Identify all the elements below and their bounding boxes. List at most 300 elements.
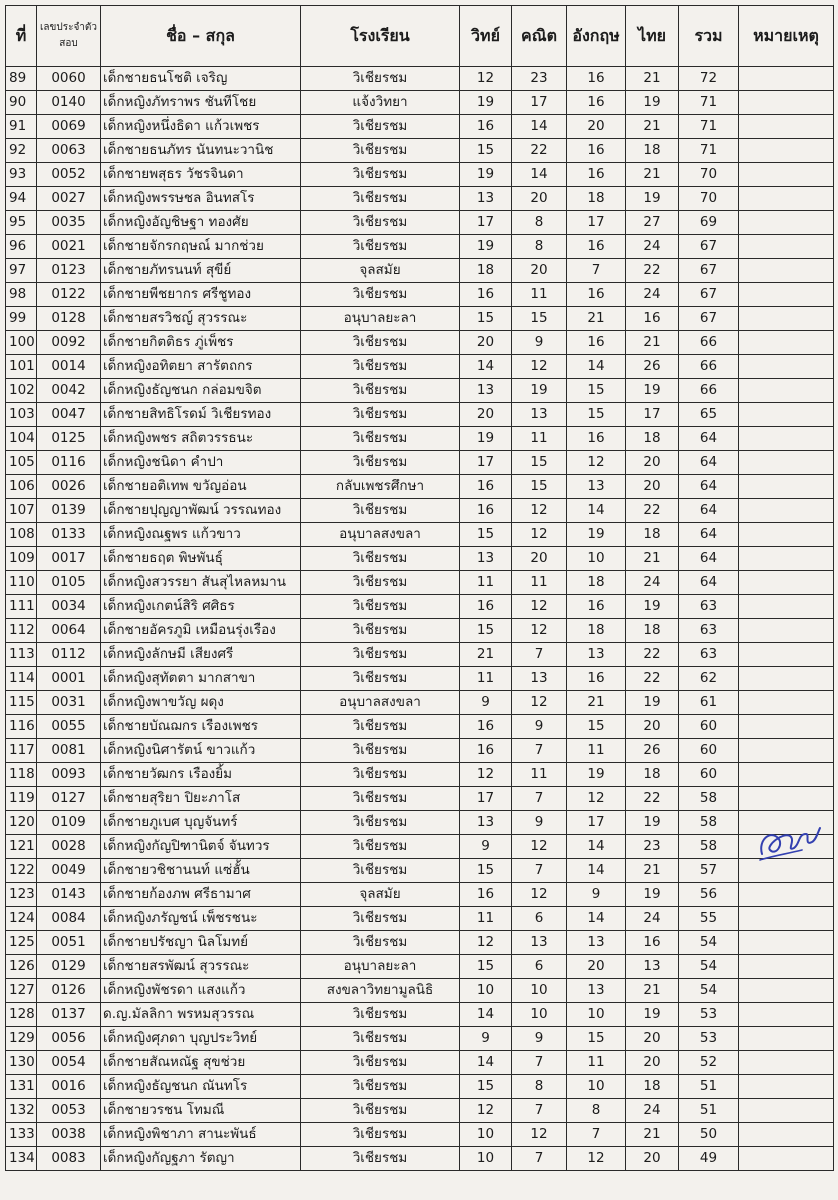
cell-math: 12 xyxy=(512,691,567,715)
cell-remark xyxy=(739,763,834,787)
cell-exam-id: 0035 xyxy=(37,211,101,235)
table-row xyxy=(6,1147,834,1171)
cell-math: 6 xyxy=(512,955,567,979)
cell-remark xyxy=(739,523,834,547)
cell-english: 19 xyxy=(567,763,626,787)
table-row xyxy=(6,1099,834,1123)
cell-name: เด็กหญิงศุภดา บุญประวิทย์ xyxy=(101,1027,301,1051)
table-body xyxy=(6,67,834,1171)
cell-math: 12 xyxy=(512,835,567,859)
cell-thai: 24 xyxy=(626,235,679,259)
cell-thai: 13 xyxy=(626,955,679,979)
cell-science: 16 xyxy=(460,499,512,523)
cell-english: 13 xyxy=(567,643,626,667)
cell-school: วิเชียรชม xyxy=(301,715,460,739)
cell-total: 50 xyxy=(679,1123,739,1147)
cell-exam-id: 0016 xyxy=(37,1075,101,1099)
cell-name: เด็กชายธฤต พิษพันธุ์ xyxy=(101,547,301,571)
cell-school: วิเชียรชม xyxy=(301,595,460,619)
cell-school: วิเชียรชม xyxy=(301,1051,460,1075)
cell-thai: 21 xyxy=(626,859,679,883)
cell-total: 70 xyxy=(679,187,739,211)
cell-english: 18 xyxy=(567,619,626,643)
cell-math: 11 xyxy=(512,763,567,787)
cell-science: 13 xyxy=(460,187,512,211)
score-table xyxy=(5,5,834,1171)
cell-remark xyxy=(739,451,834,475)
cell-english: 14 xyxy=(567,907,626,931)
cell-science: 16 xyxy=(460,739,512,763)
cell-name: เด็กชายสิทธิโรดม์ วิเชียรทอง xyxy=(101,403,301,427)
cell-total: 55 xyxy=(679,907,739,931)
cell-name: เด็กชายภัทรนนท์ สุขีย์ xyxy=(101,259,301,283)
cell-name: เด็กหญิงกัญฐภา รัตญา xyxy=(101,1147,301,1171)
cell-english: 10 xyxy=(567,1075,626,1099)
cell-exam-id: 0063 xyxy=(37,139,101,163)
cell-school: กลับเพชรศึกษา xyxy=(301,475,460,499)
cell-science: 17 xyxy=(460,451,512,475)
cell-school: วิเชียรชม xyxy=(301,571,460,595)
table-row xyxy=(6,883,834,907)
cell-remark xyxy=(739,91,834,115)
cell-english: 17 xyxy=(567,211,626,235)
cell-thai: 19 xyxy=(626,811,679,835)
cell-english: 16 xyxy=(567,595,626,619)
cell-exam-id: 0055 xyxy=(37,715,101,739)
cell-no: 102 xyxy=(6,379,37,403)
cell-english: 11 xyxy=(567,1051,626,1075)
cell-total: 58 xyxy=(679,811,739,835)
cell-english: 14 xyxy=(567,835,626,859)
table-row xyxy=(6,91,834,115)
cell-no: 126 xyxy=(6,955,37,979)
cell-thai: 18 xyxy=(626,523,679,547)
cell-school: สงขลาวิทยามูลนิธิ xyxy=(301,979,460,1003)
cell-math: 11 xyxy=(512,427,567,451)
cell-total: 71 xyxy=(679,115,739,139)
cell-no: 120 xyxy=(6,811,37,835)
cell-no: 93 xyxy=(6,163,37,187)
cell-exam-id: 0105 xyxy=(37,571,101,595)
cell-remark xyxy=(739,715,834,739)
cell-science: 15 xyxy=(460,1075,512,1099)
cell-exam-id: 0116 xyxy=(37,451,101,475)
cell-english: 15 xyxy=(567,379,626,403)
cell-school: วิเชียรชม xyxy=(301,1147,460,1171)
cell-science: 9 xyxy=(460,835,512,859)
cell-math: 7 xyxy=(512,643,567,667)
cell-thai: 18 xyxy=(626,1075,679,1099)
table-row xyxy=(6,619,834,643)
cell-no: 124 xyxy=(6,907,37,931)
cell-math: 15 xyxy=(512,475,567,499)
cell-name: เด็กชายวัฒกร เรืองยิ้ม xyxy=(101,763,301,787)
cell-science: 13 xyxy=(460,811,512,835)
cell-no: 111 xyxy=(6,595,37,619)
cell-no: 97 xyxy=(6,259,37,283)
cell-exam-id: 0127 xyxy=(37,787,101,811)
cell-remark xyxy=(739,67,834,91)
table-row xyxy=(6,67,834,91)
cell-name: เด็กชายกิตติธร ภู่เพ็ชร xyxy=(101,331,301,355)
cell-science: 16 xyxy=(460,883,512,907)
table-row xyxy=(6,763,834,787)
cell-total: 65 xyxy=(679,403,739,427)
cell-remark xyxy=(739,883,834,907)
cell-no: 104 xyxy=(6,427,37,451)
table-row xyxy=(6,475,834,499)
cell-name: เด็กชายปรัชญา นิลโมทย์ xyxy=(101,931,301,955)
cell-name: เด็กชายปุญญาพัฒน์ วรรณทอง xyxy=(101,499,301,523)
cell-science: 14 xyxy=(460,355,512,379)
cell-thai: 24 xyxy=(626,907,679,931)
cell-school: วิเชียรชม xyxy=(301,739,460,763)
cell-science: 9 xyxy=(460,1027,512,1051)
cell-thai: 19 xyxy=(626,595,679,619)
cell-name: เด็กชายภูเบศ บุญจันทร์ xyxy=(101,811,301,835)
cell-name: เด็กหญิงภรัญชน์ เพ็ชรชนะ xyxy=(101,907,301,931)
cell-school: วิเชียรชม xyxy=(301,835,460,859)
header-english: อังกฤษ xyxy=(567,6,626,67)
cell-thai: 26 xyxy=(626,355,679,379)
cell-science: 17 xyxy=(460,211,512,235)
cell-school: วิเชียรชม xyxy=(301,811,460,835)
cell-name: เด็กหญิงลักษมี เสียงศรี xyxy=(101,643,301,667)
cell-math: 12 xyxy=(512,355,567,379)
cell-english: 20 xyxy=(567,955,626,979)
cell-school: วิเชียรชม xyxy=(301,427,460,451)
cell-remark xyxy=(739,1123,834,1147)
cell-school: จุลสมัย xyxy=(301,259,460,283)
cell-remark xyxy=(739,907,834,931)
table-row xyxy=(6,667,834,691)
table-row xyxy=(6,955,834,979)
cell-thai: 20 xyxy=(626,1147,679,1171)
cell-science: 21 xyxy=(460,643,512,667)
cell-science: 15 xyxy=(460,139,512,163)
cell-thai: 24 xyxy=(626,571,679,595)
cell-total: 66 xyxy=(679,379,739,403)
cell-name: เด็กหญิงอัญชิษฐา ทองศัย xyxy=(101,211,301,235)
cell-math: 13 xyxy=(512,931,567,955)
cell-science: 11 xyxy=(460,907,512,931)
cell-name: เด็กหญิงพัชรดา แสงแก้ว xyxy=(101,979,301,1003)
cell-school: วิเชียรชม xyxy=(301,931,460,955)
cell-thai: 19 xyxy=(626,883,679,907)
cell-thai: 20 xyxy=(626,1027,679,1051)
cell-school: จุลสมัย xyxy=(301,883,460,907)
cell-thai: 21 xyxy=(626,331,679,355)
cell-thai: 16 xyxy=(626,931,679,955)
cell-math: 22 xyxy=(512,139,567,163)
cell-no: 99 xyxy=(6,307,37,331)
cell-thai: 18 xyxy=(626,619,679,643)
cell-exam-id: 0123 xyxy=(37,259,101,283)
cell-english: 16 xyxy=(567,235,626,259)
cell-remark xyxy=(739,1099,834,1123)
cell-name: เด็กชายบัณฌกร เรืองเพชร xyxy=(101,715,301,739)
cell-thai: 21 xyxy=(626,115,679,139)
cell-total: 69 xyxy=(679,211,739,235)
cell-english: 16 xyxy=(567,283,626,307)
cell-thai: 16 xyxy=(626,307,679,331)
cell-total: 53 xyxy=(679,1003,739,1027)
cell-science: 17 xyxy=(460,787,512,811)
cell-exam-id: 0083 xyxy=(37,1147,101,1171)
cell-science: 10 xyxy=(460,1123,512,1147)
cell-english: 15 xyxy=(567,1027,626,1051)
cell-total: 63 xyxy=(679,595,739,619)
cell-total: 53 xyxy=(679,1027,739,1051)
table-header xyxy=(6,6,834,67)
cell-total: 64 xyxy=(679,499,739,523)
cell-no: 125 xyxy=(6,931,37,955)
cell-remark xyxy=(739,547,834,571)
cell-english: 16 xyxy=(567,427,626,451)
cell-no: 122 xyxy=(6,859,37,883)
cell-exam-id: 0017 xyxy=(37,547,101,571)
cell-school: วิเชียรชม xyxy=(301,355,460,379)
header-remark: หมายเหตุ xyxy=(739,6,834,67)
cell-school: วิเชียรชม xyxy=(301,907,460,931)
cell-science: 19 xyxy=(460,91,512,115)
cell-math: 14 xyxy=(512,115,567,139)
cell-no: 130 xyxy=(6,1051,37,1075)
cell-no: 117 xyxy=(6,739,37,763)
cell-exam-id: 0069 xyxy=(37,115,101,139)
cell-school: วิเชียรชม xyxy=(301,667,460,691)
cell-remark xyxy=(739,211,834,235)
cell-name: เด็กชายวรชน โทมณี xyxy=(101,1099,301,1123)
table-row xyxy=(6,187,834,211)
cell-remark xyxy=(739,955,834,979)
cell-total: 67 xyxy=(679,283,739,307)
cell-name: เด็กหญิงอทิตยา สารัตถกร xyxy=(101,355,301,379)
cell-thai: 26 xyxy=(626,739,679,763)
cell-no: 94 xyxy=(6,187,37,211)
table-row xyxy=(6,859,834,883)
cell-name: เด็กหญิงนิศารัตน์ ขาวแก้ว xyxy=(101,739,301,763)
cell-remark xyxy=(739,355,834,379)
cell-name: เด็กชายธนภัทร นันทนะวานิช xyxy=(101,139,301,163)
cell-total: 67 xyxy=(679,259,739,283)
cell-english: 8 xyxy=(567,1099,626,1123)
cell-no: 90 xyxy=(6,91,37,115)
cell-no: 127 xyxy=(6,979,37,1003)
cell-english: 15 xyxy=(567,403,626,427)
cell-school: วิเชียรชม xyxy=(301,235,460,259)
cell-name: เด็กหญิงพชร สถิตวรรธนะ xyxy=(101,427,301,451)
cell-thai: 22 xyxy=(626,787,679,811)
cell-school: วิเชียรชม xyxy=(301,643,460,667)
table-row xyxy=(6,571,834,595)
cell-name: เด็กชายอัครภูมิ เหมือนรุ่งเรือง xyxy=(101,619,301,643)
cell-thai: 19 xyxy=(626,379,679,403)
cell-no: 110 xyxy=(6,571,37,595)
cell-math: 15 xyxy=(512,451,567,475)
cell-exam-id: 0047 xyxy=(37,403,101,427)
table-row xyxy=(6,907,834,931)
table-row xyxy=(6,1003,834,1027)
cell-math: 7 xyxy=(512,739,567,763)
cell-remark xyxy=(739,979,834,1003)
cell-total: 54 xyxy=(679,931,739,955)
cell-science: 10 xyxy=(460,979,512,1003)
cell-name: เด็กหญิงสุทัตตา มากสาขา xyxy=(101,667,301,691)
cell-thai: 23 xyxy=(626,835,679,859)
cell-science: 20 xyxy=(460,331,512,355)
cell-english: 14 xyxy=(567,499,626,523)
cell-total: 72 xyxy=(679,67,739,91)
cell-english: 16 xyxy=(567,139,626,163)
signature-mark xyxy=(756,820,822,870)
cell-science: 16 xyxy=(460,283,512,307)
cell-name: เด็กชายธนโชติ เจริญ xyxy=(101,67,301,91)
cell-exam-id: 0038 xyxy=(37,1123,101,1147)
table-row xyxy=(6,355,834,379)
cell-remark xyxy=(739,499,834,523)
cell-science: 13 xyxy=(460,379,512,403)
cell-no: 112 xyxy=(6,619,37,643)
cell-exam-id: 0140 xyxy=(37,91,101,115)
cell-math: 11 xyxy=(512,571,567,595)
cell-english: 12 xyxy=(567,1147,626,1171)
cell-math: 9 xyxy=(512,811,567,835)
cell-school: วิเชียรชม xyxy=(301,1027,460,1051)
cell-math: 20 xyxy=(512,259,567,283)
cell-exam-id: 0126 xyxy=(37,979,101,1003)
cell-math: 8 xyxy=(512,211,567,235)
cell-school: วิเชียรชม xyxy=(301,1099,460,1123)
cell-thai: 22 xyxy=(626,259,679,283)
cell-school: วิเชียรชม xyxy=(301,67,460,91)
cell-math: 15 xyxy=(512,307,567,331)
cell-exam-id: 0084 xyxy=(37,907,101,931)
cell-thai: 21 xyxy=(626,163,679,187)
cell-school: วิเชียรชม xyxy=(301,1003,460,1027)
cell-remark xyxy=(739,787,834,811)
cell-exam-id: 0064 xyxy=(37,619,101,643)
cell-math: 12 xyxy=(512,883,567,907)
cell-exam-id: 0060 xyxy=(37,67,101,91)
cell-name: เด็กหญิงหนึ่งธิดา แก้วเพชร xyxy=(101,115,301,139)
cell-total: 60 xyxy=(679,715,739,739)
cell-science: 10 xyxy=(460,1147,512,1171)
cell-remark xyxy=(739,307,834,331)
cell-school: วิเชียรชม xyxy=(301,379,460,403)
cell-exam-id: 0026 xyxy=(37,475,101,499)
cell-thai: 19 xyxy=(626,91,679,115)
cell-total: 58 xyxy=(679,787,739,811)
cell-name: ด.ญ.มัลลิกา พรหมสุวรรณ xyxy=(101,1003,301,1027)
cell-science: 20 xyxy=(460,403,512,427)
cell-math: 13 xyxy=(512,667,567,691)
cell-school: อนุบาลสงขลา xyxy=(301,523,460,547)
cell-english: 21 xyxy=(567,307,626,331)
cell-remark xyxy=(739,115,834,139)
cell-remark xyxy=(739,595,834,619)
cell-no: 108 xyxy=(6,523,37,547)
cell-english: 7 xyxy=(567,259,626,283)
cell-remark xyxy=(739,1003,834,1027)
cell-total: 63 xyxy=(679,643,739,667)
cell-exam-id: 0137 xyxy=(37,1003,101,1027)
cell-remark xyxy=(739,1147,834,1171)
cell-english: 16 xyxy=(567,67,626,91)
cell-math: 12 xyxy=(512,595,567,619)
cell-english: 13 xyxy=(567,475,626,499)
cell-thai: 18 xyxy=(626,427,679,451)
cell-no: 129 xyxy=(6,1027,37,1051)
cell-science: 12 xyxy=(460,1099,512,1123)
cell-name: เด็กหญิงพรรษชล อินทสโร xyxy=(101,187,301,211)
cell-thai: 20 xyxy=(626,451,679,475)
table-row xyxy=(6,427,834,451)
cell-science: 16 xyxy=(460,115,512,139)
cell-total: 66 xyxy=(679,331,739,355)
cell-english: 11 xyxy=(567,739,626,763)
header-total: รวม xyxy=(679,6,739,67)
cell-no: 96 xyxy=(6,235,37,259)
cell-exam-id: 0001 xyxy=(37,667,101,691)
cell-total: 60 xyxy=(679,739,739,763)
cell-remark xyxy=(739,235,834,259)
cell-school: วิเชียรชม xyxy=(301,187,460,211)
cell-school: วิเชียรชม xyxy=(301,787,460,811)
cell-thai: 21 xyxy=(626,979,679,1003)
table-row xyxy=(6,211,834,235)
table-row xyxy=(6,1027,834,1051)
cell-no: 106 xyxy=(6,475,37,499)
cell-no: 118 xyxy=(6,763,37,787)
cell-name: เด็กหญิงธัญชนก ณันทโร xyxy=(101,1075,301,1099)
cell-science: 12 xyxy=(460,931,512,955)
cell-exam-id: 0112 xyxy=(37,643,101,667)
cell-name: เด็กชายพสุธร วัชรจินดา xyxy=(101,163,301,187)
table-row xyxy=(6,835,834,859)
cell-no: 114 xyxy=(6,667,37,691)
cell-total: 61 xyxy=(679,691,739,715)
cell-remark xyxy=(739,619,834,643)
cell-remark xyxy=(739,1075,834,1099)
cell-name: เด็กหญิงพิชาภา สานะพันธ์ xyxy=(101,1123,301,1147)
header-no: ที่ xyxy=(6,6,37,67)
cell-exam-id: 0143 xyxy=(37,883,101,907)
cell-thai: 27 xyxy=(626,211,679,235)
cell-exam-id: 0053 xyxy=(37,1099,101,1123)
cell-no: 89 xyxy=(6,67,37,91)
cell-science: 12 xyxy=(460,763,512,787)
cell-no: 105 xyxy=(6,451,37,475)
cell-thai: 21 xyxy=(626,1123,679,1147)
cell-no: 133 xyxy=(6,1123,37,1147)
cell-no: 95 xyxy=(6,211,37,235)
cell-total: 60 xyxy=(679,763,739,787)
cell-remark xyxy=(739,427,834,451)
cell-total: 54 xyxy=(679,955,739,979)
cell-remark xyxy=(739,691,834,715)
cell-exam-id: 0093 xyxy=(37,763,101,787)
cell-school: วิเชียรชม xyxy=(301,139,460,163)
cell-english: 12 xyxy=(567,451,626,475)
cell-exam-id: 0081 xyxy=(37,739,101,763)
cell-school: วิเชียรชม xyxy=(301,163,460,187)
cell-math: 12 xyxy=(512,1123,567,1147)
cell-exam-id: 0051 xyxy=(37,931,101,955)
table-row xyxy=(6,931,834,955)
cell-school: วิเชียรชม xyxy=(301,1075,460,1099)
cell-math: 23 xyxy=(512,67,567,91)
